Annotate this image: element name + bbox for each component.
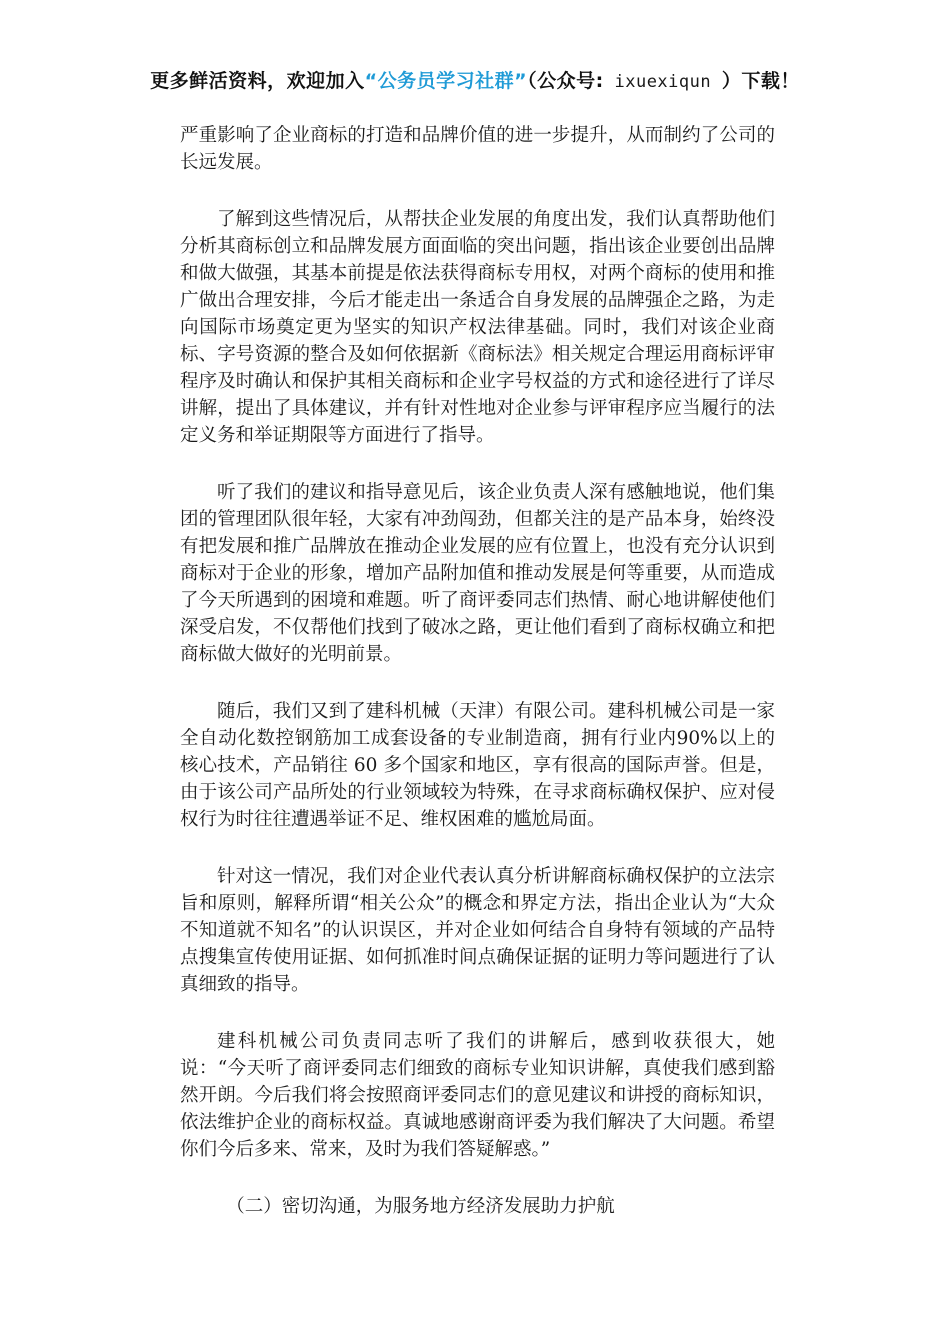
paragraph-6: 建科机械公司负责同志听了我们的讲解后，感到收获很大，她说：“今天听了商评委同志们细致的商标专业知识讲解，真使我们感到豁然开朗。今后我们将会按照商评委同志们的意见建议和讲授的商标知识，依法维护企业的商标权益。真诚地感谢商评委为我们解决了大问题。希望你们今后多来、常来，及时为我们答疑解惑。” [180,1031,775,1160]
paragraph-2: 了解到这些情况后，从帮扶企业发展的角度出发，我们认真帮助他们分析其商标创立和品牌发展方面面临的突出问题，指出该企业要创出品牌和做大做强，其基本前提是依法获得商标专用权，对两个商标的使用和推广做出合理安排，今后才能走出一条适合自身发展的品牌强企之路，为走向国际市场奠定更为坚实的知识产权法律基础。同时，我们对该企业商标、字号资源的整合及如何依据新《商标法》相关规定合理运用商标评审程序及时确认和保护其相关商标和企业字号权益的方式和途径进行了详尽讲解，提出了具体建议，并有针对性地对企业参与评审程序应当履行的法定义务和举证期限等方面进行了指导。 [180,209,775,446]
banner-suffix: ）下载！ [721,70,800,92]
section-heading: （二）密切沟通，为服务地方经济发展助力护航 [226,1196,615,1217]
banner-community-name: “公务员学习社群” [364,70,528,92]
promo-banner [0,66,950,93]
banner-middle: （公众号: [527,70,604,92]
paragraph-1: 严重影响了企业商标的打造和品牌价值的进一步提升，从而制约了公司的长远发展。 [180,125,775,173]
paragraph-4: 随后，我们又到了建科机械（天津）有限公司。建科机械公司是一家全自动化数控钢筋加工成套设备的专业制造商，拥有行业内90%以上的核心技术，产品销往 60 多个国家和地区，享有很高的国际声誉。但是，由于该公司产品所处的行业领域较为特殊，在寻求商标确权保护、应对侵权行为时往往遭遇举证不足、维权困难的尴尬局面。 [180,701,775,830]
document-body [180,122,775,1220]
paragraph-5: 针对这一情况，我们对企业代表认真分析讲解商标确权保护的立法宗旨和原则，解释所谓“相关公众”的概念和界定方法，指出企业认为“大众不知道就不知名”的认识误区，并对企业如何结合自身特有领域的产品特点搜集宣传使用证据、如何抓准时间点确保证据的证明力等问题进行了认真细致的指导。 [180,866,775,995]
banner-prefix: 更多鲜活资料，欢迎加入 [150,70,365,92]
paragraph-3: 听了我们的建议和指导意见后，该企业负责人深有感触地说，他们集团的管理团队很年轻，大家有冲劲闯劲，但都关注的是产品本身，始终没有把发展和推广品牌放在推动企业发展的应有位置上，也没有充分认识到商标对于企业的形象，增加产品附加值和推动发展是何等重要，从而造成了今天所遇到的困境和难题。听了商评委同志们热情、耐心地讲解使他们深受启发，不仅帮他们找到了破冰之路，更让他们看到了商标权确立和把商标做大做好的光明前景。 [180,482,775,665]
banner-account-id: ixuexiqun [603,72,722,92]
